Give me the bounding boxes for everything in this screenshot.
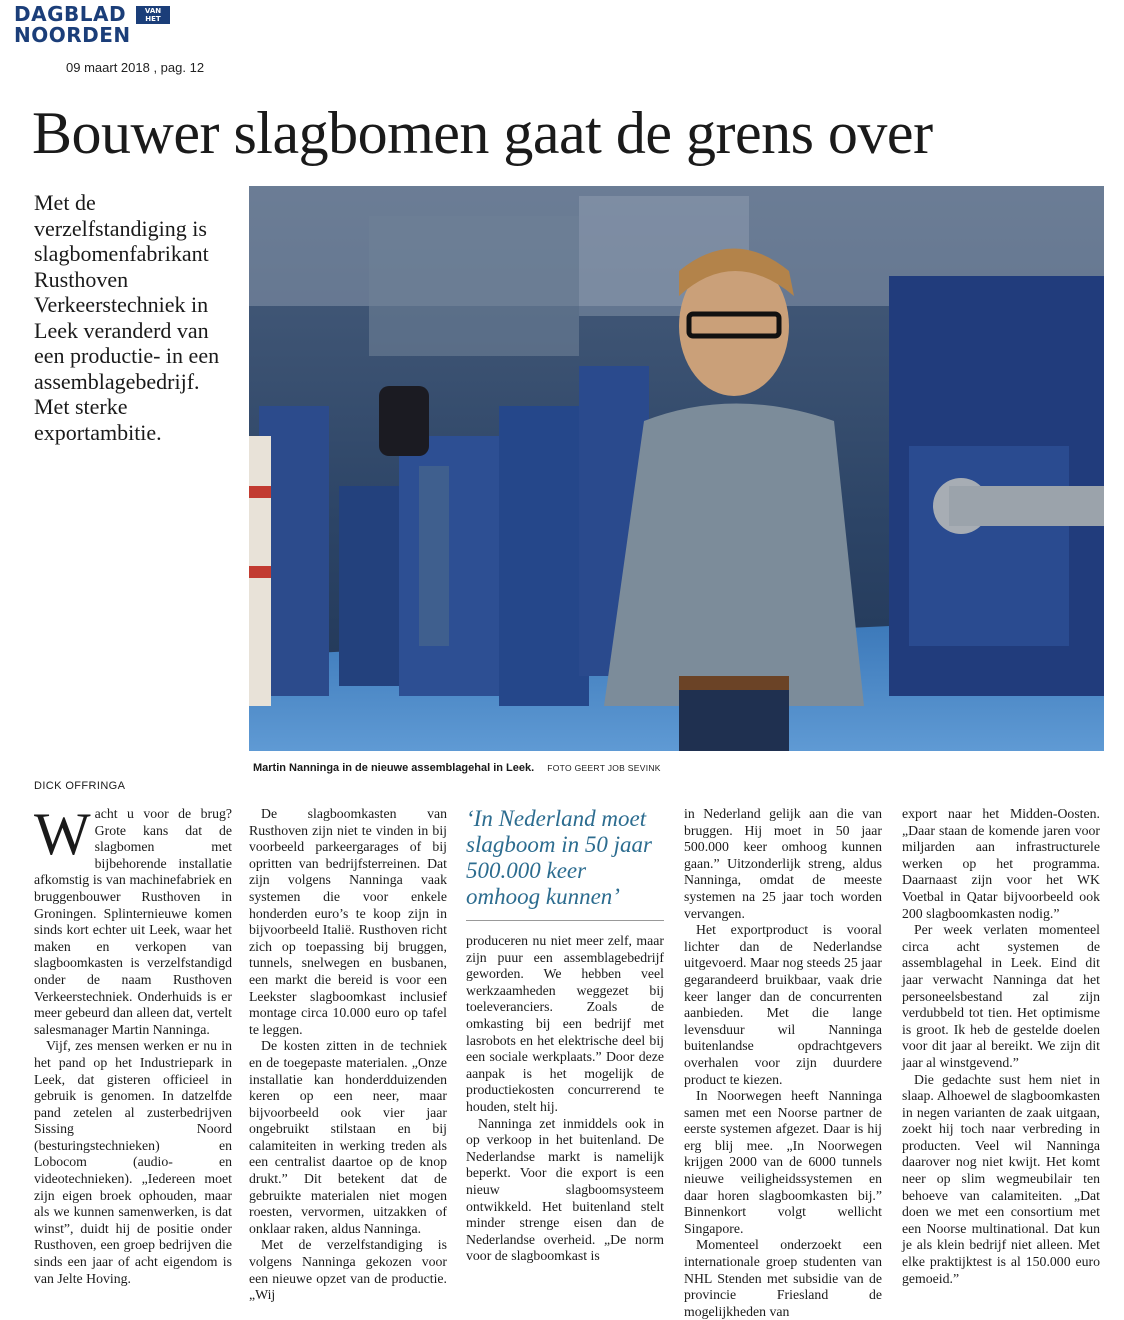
article-column-5 (902, 806, 1100, 1287)
logo-badge (136, 6, 170, 24)
logo-badge-top: VAN (144, 7, 162, 15)
paragraph (34, 801, 232, 1038)
paragraph: Het exportproduct is vooral lichter dan de Nederlandse uitgevoerd. Maar nog steeds 25 jaar gegarandeerd bruikbaar, vaak drie keer langer dan de concurrenten aanbieden. Met die lange levensduur wil Nanninga buitenlandse opdrachtgevers overhalen voor zijn duurdere product te kiezen. (684, 922, 882, 1087)
headline: Bouwer slagbomen gaat de grens over (32, 100, 933, 166)
paragraph: Per week verlaten momenteel circa acht systemen de assemblagehal in Leek. Eind dit jaar verwacht Nanninga dat het personeelsbestand zal zijn verdubbeld tot tien. Het optimisme is groot. Ik heb de gestelde doelen voor dit jaar al bereikt. We zijn dit jaar al winstgevend.” (902, 922, 1100, 1070)
drop-cap: W (34, 801, 91, 867)
paragraph: In Noorwegen heeft Nanninga samen met een Noorse partner de eerste systemen afgezet. Daar is hij erg blij mee. „In Noorwegen krijgen 2000 van de 6000 tunnels nieuwe veiligheidssystemen en daar horen slagboomkasten bij.” Binnenkort volgt wellicht Singapore. (684, 1088, 882, 1236)
paragraph: De slagboomkasten van Rusthoven zijn niet te vinden in bij voorbeeld parkeergarages of bij opritten van bedrijfsterreinen. Dat zijn volgens Nanninga vaak systemen die voor enkele honderden euro’s te koop zijn in bijvoorbeeld Italië. Rusthoven richt zich op toepassing bij bruggen, tunnels, snelwegen en busbanen, een markt die bereid is voor een Leekster slagboomkast inclusief montage circa 10.000 euro op tafel te leggen. (249, 806, 447, 1037)
paragraph: Met de verzelfstandiging is volgens Nanninga gekozen voor een nieuwe opzet van de productie. „Wij (249, 1237, 447, 1303)
intro-text: Met de verzelfstandiging is slagbomenfabrikant Rusthoven Verkeerstechniek in Leek veranderd van een productie- in een assemblagebedrijf. Met sterke exportambitie. (34, 190, 220, 445)
article-column-2 (249, 806, 447, 1304)
logo-badge-bottom: HET (145, 15, 161, 23)
article-photo (249, 186, 1104, 751)
paragraph: Nanninga zet inmiddels ook in op verkoop in het buitenland. De Nederlandse markt is namelijk beperkt. Voor die export is een nieuw slagboomsysteem ontwikkeld. Het buitenland stelt minder strenge eisen dan de Nederlandse overheid. „De norm voor de slagboomkast is (466, 1115, 664, 1264)
logo-line-1: DAGBLAD (14, 2, 127, 26)
paragraph: Momenteel onderzoekt een internationale groep studenten van NHL Stenden met subsidie van de provincie Friesland de mogelijkheden van (684, 1237, 882, 1319)
article-column-1 (34, 801, 232, 1287)
paragraph: De kosten zitten in de techniek en de toegepaste materialen. „Onze installatie kan honderdduizenden keren op een neer, maar bijvoorbeeld ook vier jaar ongebruikt stilstaan en bij calamiteiten in werking treden als een centralist daartoe op de knop drukt.” Dit betekent dat de gebruikte materialen niet mogen roesten, vervormen, uitzakken of onklaar raken, aldus Nanninga. (249, 1038, 447, 1236)
caption-text: Martin Nanninga in de nieuwe assemblagehal in Leek. (253, 762, 535, 774)
photo-credit: FOTO GEERT JOB SEVINK (547, 763, 661, 773)
photo-illustration (249, 186, 1104, 751)
pull-quote: ‘In Nederland moet slagboom in 50 jaar 500.000 keer omhoog kunnen’ (466, 806, 664, 921)
dateline: 09 maart 2018 , pag. 12 (66, 60, 205, 75)
paragraph: Die gedachte sust hem niet in slaap. Alhoewel de slagboomkasten in negen varianten de zaak uitgaan, zoekt hij toch naar verbreding in producten. Veel wil Nanninga daarover nog niet kwijt. Het komt neer op slim wegmeubilair ten behoeve van calamiteiten. „Dat doen we met een consortium met een Noorse multinational. Dat kun je als klein bedrijf niet alleen. Met elke praktijktest is al 150.000 euro gemoeid.” (902, 1071, 1100, 1286)
paragraph-text: acht u voor de brug? Grote kans dat de slagbomen met bijbehorende installatie afkomstig is van machinefabriek en bruggenbouwer Rusthoven in Groningen. Splinternieuwe komen sinds kort echter uit Leek, waar het maken en verkopen van slagboomkasten is verzelfstandigd onder de naam Rusthoven Verkeerstechniek. Onderhuids is er meer gebeurd dan alleen dat, vertelt salesmanager Martin Nanninga. (34, 806, 232, 1037)
paragraph: produceren nu niet meer zelf, maar zijn puur een assemblagebedrijf geworden. We hebben veel werkzaamheden weggezet bij toeleveranciers. Zoals de omkasting bij een bedrijf met lasrobots en het elektrische deel bij een sociale werkplaats.” Door deze aanpak is het mogelijk de productiekosten concurrerend te houden, stelt hij. (466, 933, 664, 1114)
logo-line-2: NOORDEN (14, 23, 131, 47)
newspaper-logo (14, 4, 164, 52)
photo-caption (253, 762, 661, 774)
paragraph: export naar het Midden-Oosten. „Daar staan de komende jaren voor miljarden aan infrastructurele werken op het programma. Daarnaast zijn voor het WK Voetbal in Qatar bijvoorbeeld ook 200 slagboomkasten nodig.” (902, 806, 1100, 921)
paragraph: Vijf, zes mensen werken er nu in het pand op het Industriepark in Leek, dat gisteren officieel in gebruik is genomen. In datzelfde pand zetelen al zusterbedrijven Sissing Noord (besturingstechnieken) en Lobocom (audio- en videotechnieken). „Iedereen moet zijn eigen broek ophouden, maar als we kunnen samenwerken, is dat winst”, duidt hij de positie onder Rusthoven, een groep bedrijven die sinds een jaar of acht eigendom is van Jelte Hoving. (34, 1038, 232, 1286)
article-column-3 (466, 806, 664, 1265)
article-column-4 (684, 806, 882, 1320)
paragraph: in Nederland gelijk aan die van bruggen. Hij moet in 50 jaar 500.000 keer omhoog kunnen gaan.” Uitzonderlijk streng, aldus Nanninga, omdat de meeste systemen na 25 jaar toch worden vervangen. (684, 806, 882, 921)
byline: DICK OFFRINGA (34, 780, 126, 792)
